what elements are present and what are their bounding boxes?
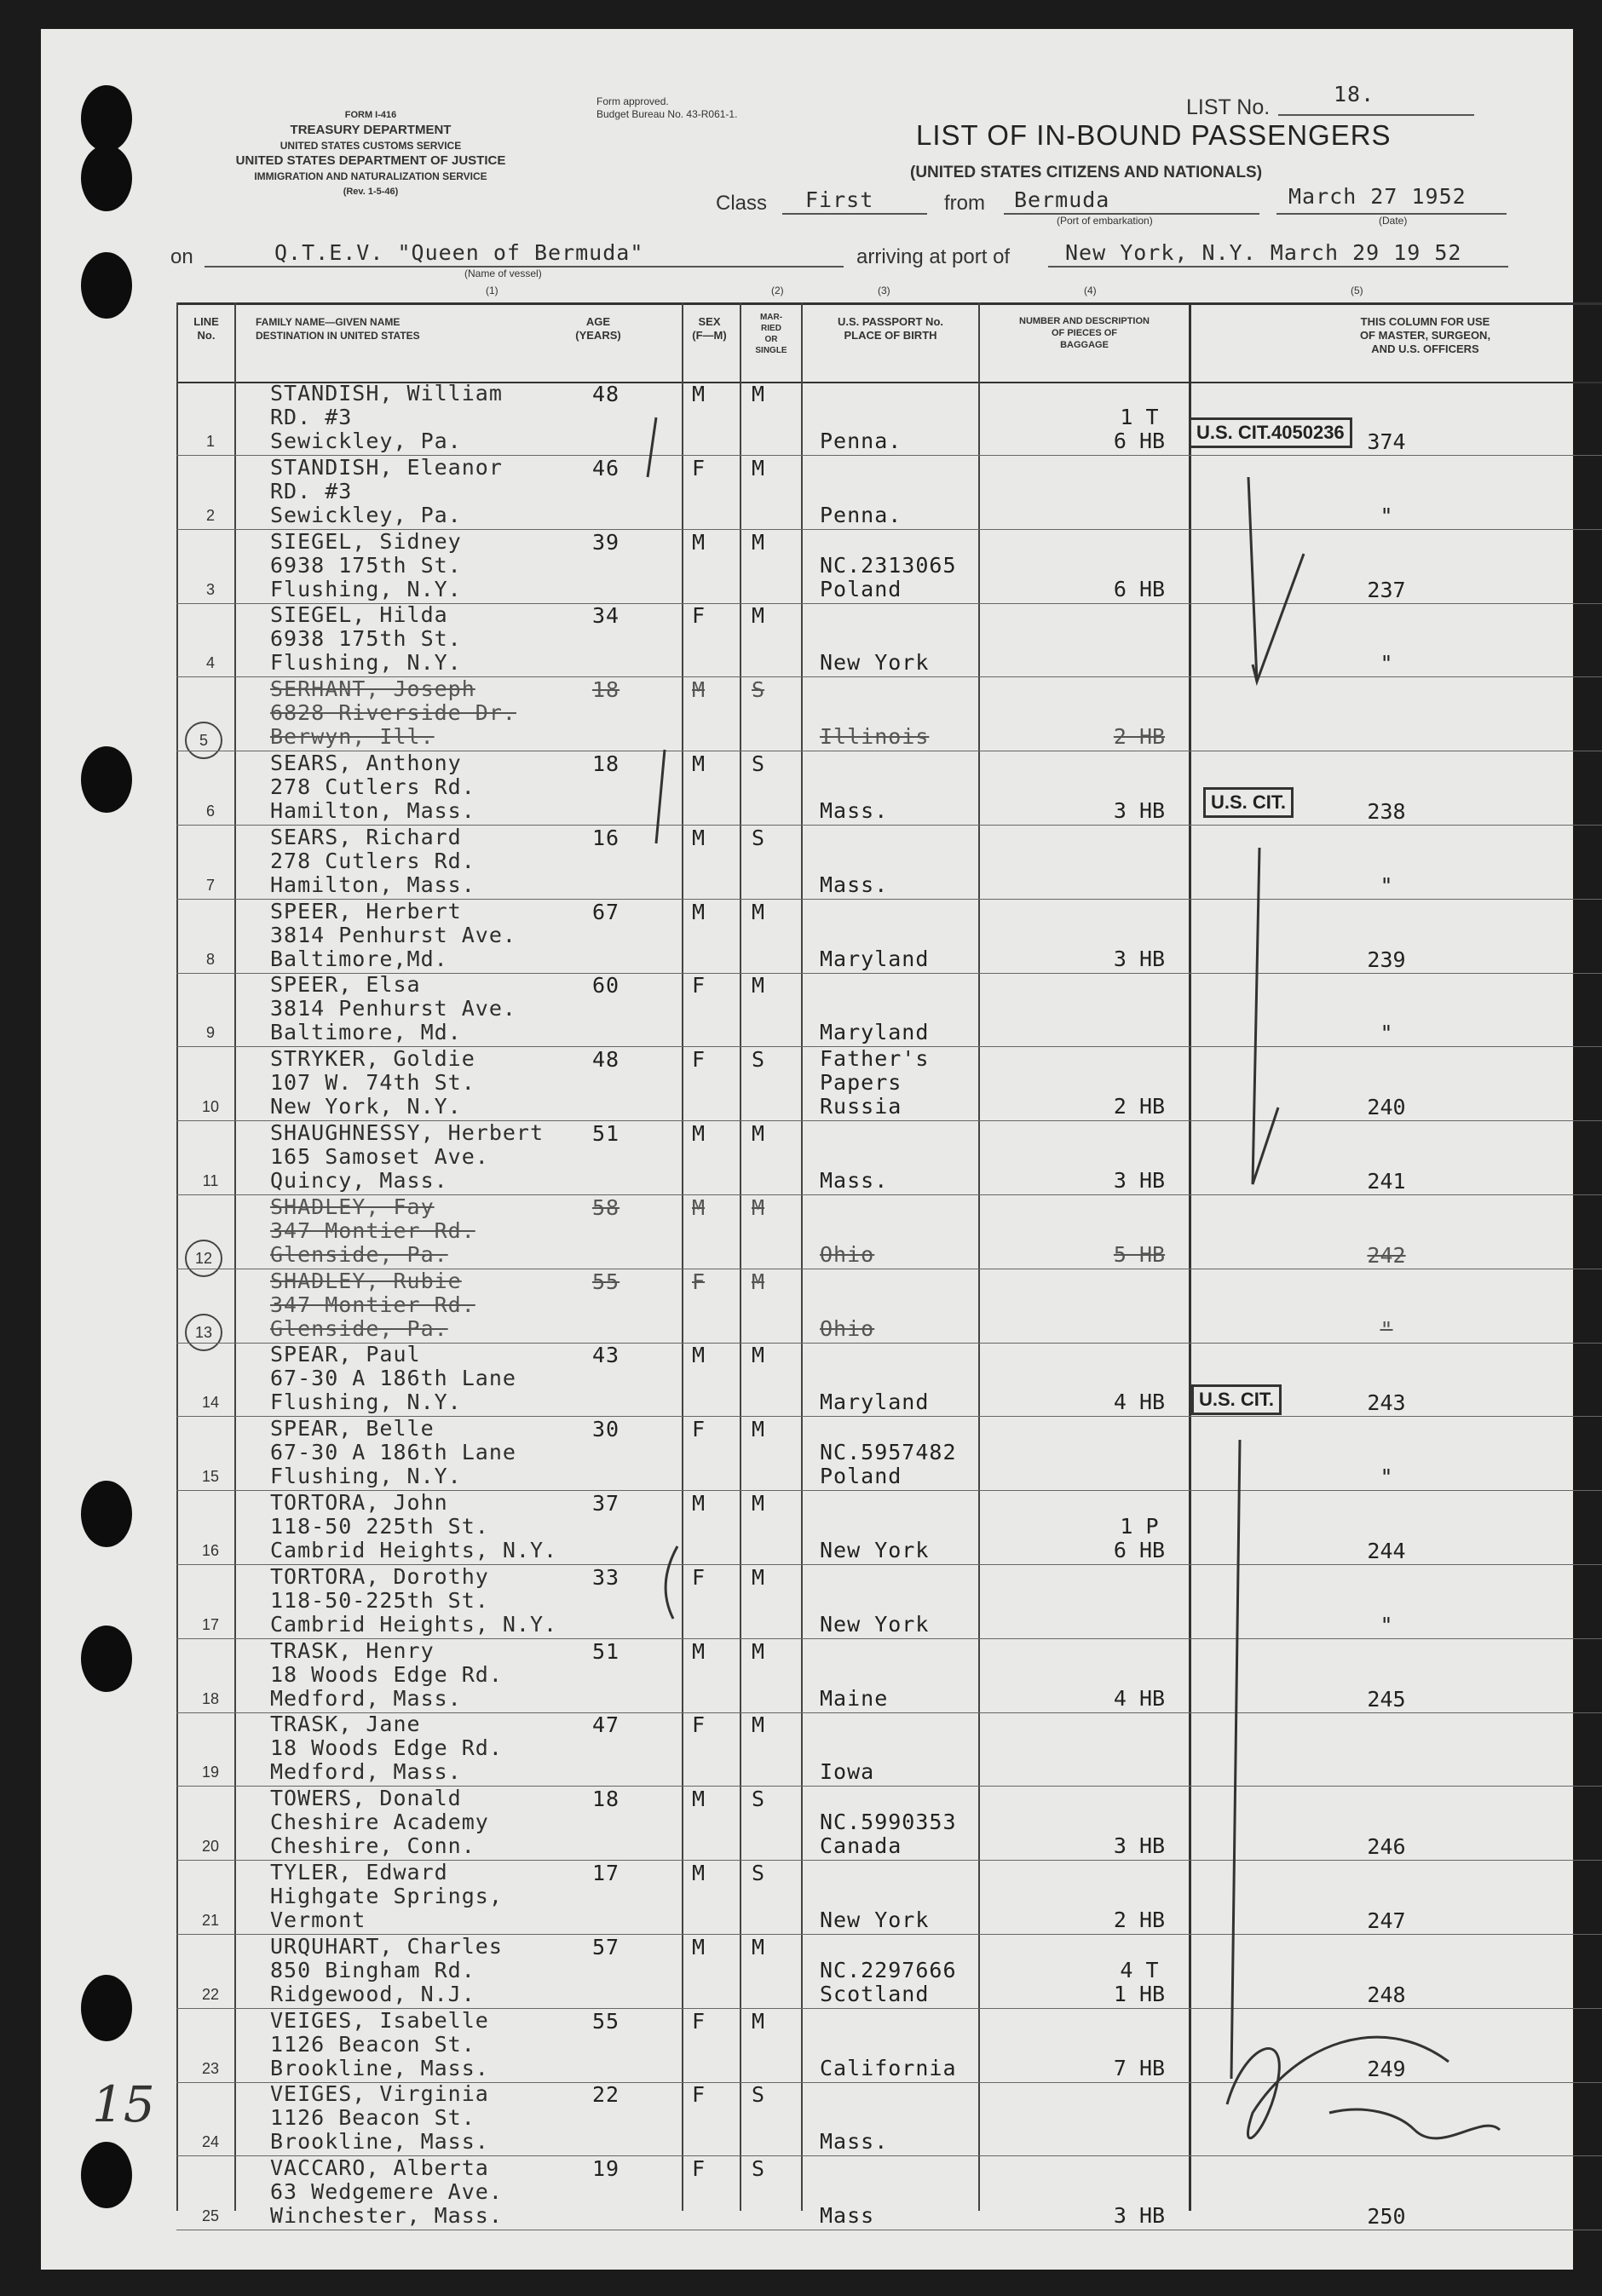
age-cell: 55 bbox=[592, 2008, 620, 2034]
age-cell: 46 bbox=[592, 455, 620, 480]
officer-number-cell: 237 bbox=[1367, 577, 1406, 602]
sex-cell: F bbox=[692, 1047, 706, 1073]
age-cell: 67 bbox=[592, 899, 620, 924]
officer-number-cell: 248 bbox=[1367, 1982, 1406, 2007]
passenger-name-address: STANDISH, William RD. #3 Sewickley, Pa. bbox=[270, 381, 503, 453]
line-number: 17 bbox=[201, 1615, 220, 1633]
age-cell: 18 bbox=[592, 751, 620, 776]
passenger-name-address: VEIGES, Virginia 1126 Beacon St. Brookline, Mass. bbox=[270, 2081, 489, 2155]
passport-birthplace-cell: New York bbox=[820, 650, 930, 676]
marital-cell: M bbox=[752, 973, 765, 998]
baggage-cell: 3 HB bbox=[1113, 798, 1166, 823]
marital-cell: M bbox=[752, 382, 765, 406]
line-number: 7 bbox=[205, 876, 215, 894]
marital-cell: M bbox=[752, 1564, 765, 1590]
arriving-label: arriving at port of bbox=[856, 245, 1011, 268]
revision-date: (Rev. 1-5-46) bbox=[343, 187, 399, 197]
passport-birthplace-cell: Father's Papers Russia bbox=[820, 1046, 930, 1119]
passport-birthplace-cell: Penna. bbox=[820, 502, 902, 527]
baggage-cell: 2 HB bbox=[1113, 1908, 1166, 1932]
marital-cell: M bbox=[752, 1638, 765, 1664]
age-cell: 16 bbox=[592, 825, 620, 850]
sex-cell: F bbox=[692, 2082, 706, 2108]
header-baggage: NUMBER AND DESCRIPTION OF PIECES OF BAGGAGE bbox=[1019, 316, 1150, 350]
line-number: 1 bbox=[205, 433, 215, 450]
passport-birthplace-cell: Penna. bbox=[820, 429, 902, 453]
baggage-cell: 4 HB bbox=[1113, 1685, 1166, 1711]
officer-number-cell: 249 bbox=[1367, 2056, 1406, 2081]
tally-line bbox=[1231, 1440, 1240, 2079]
age-cell: 60 bbox=[592, 973, 620, 998]
officer-number-cell: " bbox=[1380, 503, 1393, 528]
age-cell: 55 bbox=[592, 1269, 620, 1294]
passenger-name-address: TRASK, Henry 18 Woods Edge Rd. Medford, Mass. bbox=[270, 1637, 503, 1711]
line-number: 2 bbox=[205, 506, 215, 524]
line-number: 14 bbox=[201, 1394, 220, 1412]
departure-date: March 27 1952 bbox=[1288, 184, 1467, 209]
marital-cell: S bbox=[752, 1861, 765, 1885]
officer-number-cell: " bbox=[1380, 1464, 1393, 1490]
sex-cell: F bbox=[692, 1269, 706, 1294]
date-caption: (Date) bbox=[1379, 215, 1408, 227]
baggage-cell: 5 HB bbox=[1113, 1241, 1166, 1267]
passenger-name-address: TRASK, Jane 18 Woods Edge Rd. Medford, Mass. bbox=[270, 1712, 503, 1785]
baggage-cell: 2 HB bbox=[1113, 1094, 1166, 1119]
baggage-cell: 3 HB bbox=[1113, 946, 1166, 971]
line-number: 25 bbox=[201, 2207, 220, 2225]
baggage-cell: 3 HB bbox=[1113, 1833, 1166, 1859]
passport-birthplace-cell: NC.5957482 Poland bbox=[820, 1440, 957, 1489]
line-number: 4 bbox=[205, 654, 215, 672]
form-approved-line: Form approved. bbox=[596, 95, 669, 107]
baggage-cell: 3 HB bbox=[1113, 2203, 1166, 2229]
passport-birthplace-cell: Maryland bbox=[820, 1020, 930, 1045]
us-citizen-stamp: U.S. CIT. bbox=[1203, 787, 1294, 818]
justice-dept: UNITED STATES DEPARTMENT OF JUSTICE bbox=[235, 153, 506, 168]
age-cell: 30 bbox=[592, 1417, 620, 1442]
sex-cell: M bbox=[692, 677, 706, 703]
us-citizen-stamp: U.S. CIT. bbox=[1191, 1384, 1282, 1415]
passenger-name-address: VACCARO, Alberta 63 Wedgemere Ave. Winchester, Mass. bbox=[270, 2155, 503, 2229]
marital-cell: S bbox=[752, 2082, 765, 2108]
header-passport: U.S. PASSPORT No. PLACE OF BIRTH bbox=[838, 315, 943, 342]
line-number: 16 bbox=[201, 1542, 220, 1559]
sex-cell: F bbox=[692, 973, 706, 998]
sex-cell: F bbox=[692, 603, 706, 629]
passport-birthplace-cell: New York bbox=[820, 1908, 930, 1932]
baggage-cell: 7 HB bbox=[1113, 2055, 1166, 2080]
column-number: (3) bbox=[878, 285, 890, 296]
line-number: 6 bbox=[205, 803, 215, 820]
class-label: Class bbox=[716, 192, 768, 215]
line-number: 19 bbox=[201, 1764, 220, 1781]
sex-cell: M bbox=[692, 1787, 706, 1812]
marital-cell: S bbox=[752, 1787, 765, 1812]
passenger-name-address: SIEGEL, Sidney 6938 175th St. Flushing, N.Y. bbox=[270, 528, 462, 601]
age-cell: 22 bbox=[592, 2082, 620, 2108]
sex-cell: M bbox=[692, 1861, 706, 1885]
marital-cell: M bbox=[752, 1934, 765, 1959]
column-number: (5) bbox=[1351, 285, 1363, 296]
passenger-name-address: SHADLEY, Fay 347 Montier Rd. Glenside, Pa. bbox=[270, 1194, 475, 1267]
us-citizen-stamp: U.S. CIT.4050236 bbox=[1189, 417, 1352, 448]
marital-cell: S bbox=[752, 1047, 765, 1073]
sex-cell: F bbox=[692, 2156, 706, 2182]
header-line-no: LINE No. bbox=[193, 315, 219, 342]
age-cell: 19 bbox=[592, 2156, 620, 2182]
baggage-cell: 6 HB bbox=[1113, 576, 1166, 601]
line-number: 12 bbox=[185, 1240, 222, 1277]
officer-number-cell: 247 bbox=[1367, 1908, 1406, 1933]
marital-cell: M bbox=[752, 1269, 765, 1294]
header-age: AGE (YEARS) bbox=[575, 315, 621, 342]
line-number: 24 bbox=[201, 2133, 220, 2151]
line-number: 5 bbox=[185, 722, 222, 759]
passport-birthplace-cell: Mass bbox=[820, 2203, 875, 2229]
sex-cell: F bbox=[692, 1564, 706, 1590]
age-cell: 34 bbox=[592, 603, 620, 629]
line-number: 18 bbox=[201, 1689, 220, 1707]
passenger-name-address: SPEER, Herbert 3814 Penhurst Ave. Baltimore,Md. bbox=[270, 898, 516, 971]
officer-number-cell: " bbox=[1380, 1021, 1393, 1046]
baggage-cell: 1 P 6 HB bbox=[1113, 1514, 1166, 1562]
passenger-name-address: SPEER, Elsa 3814 Penhurst Ave. Baltimore, Md. bbox=[270, 972, 516, 1045]
marital-cell: M bbox=[752, 1194, 765, 1220]
marital-cell: M bbox=[752, 603, 765, 629]
column-number: (4) bbox=[1084, 285, 1097, 296]
age-cell: 43 bbox=[592, 1343, 620, 1368]
embarkation-port: Bermuda bbox=[1014, 187, 1110, 212]
on-label: on bbox=[170, 245, 193, 268]
passenger-name-address: SEARS, Richard 278 Cutlers Rd. Hamilton, Mass. bbox=[270, 824, 475, 897]
passport-birthplace-cell: NC.2297666 Scotland bbox=[820, 1957, 957, 2006]
line-number: 20 bbox=[201, 1838, 220, 1856]
marital-cell: M bbox=[752, 1712, 765, 1738]
sex-cell: F bbox=[692, 1417, 706, 1442]
officer-number-cell: 244 bbox=[1367, 1539, 1406, 1563]
passport-birthplace-cell: NC.5990353 Canada bbox=[820, 1810, 957, 1859]
sex-cell: M bbox=[692, 382, 706, 406]
officer-number-cell: 250 bbox=[1367, 2204, 1406, 2230]
age-cell: 51 bbox=[592, 1121, 620, 1146]
officer-number-cell: 240 bbox=[1367, 1095, 1406, 1120]
marital-cell: M bbox=[752, 455, 765, 480]
officer-number-cell: 241 bbox=[1367, 1169, 1406, 1194]
marital-cell: M bbox=[752, 899, 765, 924]
arrival-port-date: New York, N.Y. March 29 19 52 bbox=[1065, 240, 1462, 265]
baggage-cell: 4 HB bbox=[1113, 1390, 1166, 1415]
officer-number-cell: " bbox=[1380, 872, 1393, 898]
baggage-cell: 3 HB bbox=[1113, 1168, 1166, 1193]
line-number: 8 bbox=[205, 950, 215, 968]
marital-cell: M bbox=[752, 529, 765, 555]
baggage-cell: 4 T 1 HB bbox=[1113, 1957, 1166, 2006]
sex-cell: M bbox=[692, 1121, 706, 1146]
list-number-label: LIST No. bbox=[1186, 95, 1271, 119]
line-number: 21 bbox=[201, 1912, 220, 1929]
passenger-name-address: SEARS, Anthony 278 Cutlers Rd. Hamilton, Mass. bbox=[270, 751, 475, 823]
signature-initials bbox=[1329, 2109, 1500, 2138]
officer-number-cell: " bbox=[1380, 651, 1393, 676]
header-sex: SEX (F—M) bbox=[692, 315, 727, 342]
marital-cell: M bbox=[752, 1121, 765, 1146]
header-married: MAR- RIED OR SINGLE bbox=[755, 313, 787, 355]
passport-birthplace-cell: New York bbox=[820, 1611, 930, 1637]
passenger-name-address: TORTORA, Dorothy 118-50-225th St. Cambrid Heights, N.Y. bbox=[270, 1563, 558, 1637]
marital-cell: M bbox=[752, 1417, 765, 1442]
officer-number-cell: 245 bbox=[1367, 1686, 1406, 1712]
line-number: 11 bbox=[202, 1172, 219, 1189]
header-officers: THIS COLUMN FOR USE OF MASTER, SURGEON, AND U.S. OFFICERS bbox=[1359, 315, 1491, 355]
sex-cell: M bbox=[692, 899, 706, 924]
page-subtitle: (UNITED STATES CITIZENS AND NATIONALS) bbox=[910, 164, 1263, 181]
passport-birthplace-cell: Maryland bbox=[820, 1390, 930, 1415]
from-label: from bbox=[944, 192, 985, 215]
passenger-name-address: URQUHART, Charles 850 Bingham Rd. Ridgewood, N.J. bbox=[270, 1933, 503, 2006]
marital-cell: S bbox=[752, 825, 765, 850]
passenger-name-address: VEIGES, Isabelle 1126 Beacon St. Brookline, Mass. bbox=[270, 2007, 489, 2080]
passport-birthplace-cell: Illinois bbox=[820, 724, 930, 750]
passport-birthplace-cell: Ohio bbox=[820, 1315, 875, 1341]
passport-birthplace-cell: Maryland bbox=[820, 946, 930, 971]
line-number: 22 bbox=[201, 1985, 220, 2003]
tick bbox=[666, 1546, 677, 1619]
age-cell: 39 bbox=[592, 529, 620, 555]
treasury-dept: TREASURY DEPARTMENT bbox=[290, 123, 452, 137]
marital-cell: M bbox=[752, 1343, 765, 1368]
officer-number-cell: 246 bbox=[1367, 1834, 1406, 1860]
baggage-cell: 1 T 6 HB bbox=[1113, 405, 1166, 453]
passport-birthplace-cell: Maine bbox=[820, 1685, 889, 1711]
officer-number-cell: " bbox=[1380, 1612, 1393, 1637]
embarkation-caption: (Port of embarkation) bbox=[1057, 215, 1153, 227]
tick bbox=[648, 417, 656, 477]
passenger-name-address: TOWERS, Donald Cheshire Academy Cheshire, Conn. bbox=[270, 1786, 489, 1859]
line-number: 23 bbox=[201, 2059, 220, 2077]
marital-cell: S bbox=[752, 2156, 765, 2182]
check-mark bbox=[1253, 554, 1304, 682]
age-cell: 57 bbox=[592, 1934, 620, 1959]
officer-number-cell: 238 bbox=[1367, 799, 1406, 824]
sex-cell: M bbox=[692, 751, 706, 776]
page-title: LIST OF IN-BOUND PASSENGERS bbox=[916, 119, 1392, 151]
age-cell: 18 bbox=[592, 677, 620, 703]
sex-cell: F bbox=[692, 455, 706, 480]
passenger-name-address: STANDISH, Eleanor RD. #3 Sewickley, Pa. bbox=[270, 454, 503, 527]
age-cell: 33 bbox=[592, 1564, 620, 1590]
marital-cell: M bbox=[752, 1491, 765, 1516]
line-number: 10 bbox=[201, 1098, 220, 1116]
passenger-name-address: SHADLEY, Rubie 347 Montier Rd. Glenside, Pa. bbox=[270, 1268, 475, 1341]
passenger-name-address: SPEAR, Paul 67-30 A 186th Lane Flushing, N.Y. bbox=[270, 1342, 516, 1415]
marital-cell: S bbox=[752, 751, 765, 776]
line-number: 9 bbox=[205, 1024, 215, 1042]
sex-cell: M bbox=[692, 529, 706, 555]
passport-birthplace-cell: Mass. bbox=[820, 798, 889, 823]
officer-number-cell: 243 bbox=[1367, 1390, 1406, 1416]
age-cell: 47 bbox=[592, 1712, 620, 1738]
passport-birthplace-cell: California bbox=[820, 2055, 957, 2080]
column-number: (1) bbox=[486, 285, 498, 296]
age-cell: 51 bbox=[592, 1638, 620, 1664]
marital-cell: M bbox=[752, 2008, 765, 2034]
passenger-name-address: SERHANT, Joseph 6828 Riverside Dr. Berwyn, Ill. bbox=[270, 676, 516, 750]
passenger-name-address: SHAUGHNESSY, Herbert 165 Samoset Ave. Quincy, Mass. bbox=[270, 1120, 545, 1193]
age-cell: 48 bbox=[592, 1047, 620, 1073]
passport-birthplace-cell: Mass. bbox=[820, 1168, 889, 1193]
age-cell: 17 bbox=[592, 1861, 620, 1885]
line-number: 15 bbox=[201, 1468, 220, 1486]
sex-cell: M bbox=[692, 825, 706, 850]
check-mark bbox=[1253, 848, 1278, 1184]
age-cell: 18 bbox=[592, 1787, 620, 1812]
budget-bureau-line: Budget Bureau No. 43-R061-1. bbox=[596, 108, 738, 120]
class-value: First bbox=[805, 187, 874, 212]
officer-number-cell: 242 bbox=[1367, 1242, 1406, 1268]
passport-birthplace-cell: Ohio bbox=[820, 1241, 875, 1267]
customs-service: UNITED STATES CUSTOMS SERVICE bbox=[279, 140, 462, 152]
line-number: 3 bbox=[205, 580, 215, 598]
list-number: 18. bbox=[1334, 82, 1375, 106]
passport-birthplace-cell: Iowa bbox=[820, 1759, 875, 1785]
tick bbox=[656, 750, 665, 843]
sex-cell: F bbox=[692, 2008, 706, 2034]
form-number: FORM I-416 bbox=[344, 110, 397, 120]
line-number: 13 bbox=[185, 1314, 222, 1351]
passenger-name-address: TORTORA, John 118-50 225th St. Cambrid Heights, N.Y. bbox=[270, 1490, 558, 1562]
age-cell: 58 bbox=[592, 1194, 620, 1220]
sex-cell: M bbox=[692, 1343, 706, 1368]
inspector-signature bbox=[1227, 2037, 1449, 2138]
age-cell: 37 bbox=[592, 1491, 620, 1516]
passenger-name-address: SPEAR, Belle 67-30 A 186th Lane Flushing, N.Y. bbox=[270, 1416, 516, 1489]
officer-number-cell: " bbox=[1380, 1316, 1393, 1342]
column-number: (2) bbox=[771, 285, 784, 296]
vessel-caption: (Name of vessel) bbox=[464, 268, 542, 279]
sex-cell: M bbox=[692, 1934, 706, 1959]
age-cell: 48 bbox=[592, 382, 620, 406]
baggage-cell: 2 HB bbox=[1113, 724, 1166, 750]
passport-birthplace-cell: Mass. bbox=[820, 2129, 889, 2155]
officer-number-cell: 239 bbox=[1367, 947, 1406, 972]
passport-birthplace-cell: Mass. bbox=[820, 872, 889, 897]
header-name: FAMILY NAME—GIVEN NAME DESTINATION IN UNITED STATES bbox=[256, 316, 420, 342]
check-stroke bbox=[1248, 477, 1257, 682]
margin-handwritten-note: 15 bbox=[92, 2075, 155, 2133]
officer-number-cell: 374 bbox=[1367, 429, 1406, 454]
passenger-name-address: SIEGEL, Hilda 6938 175th St. Flushing, N.Y. bbox=[270, 602, 462, 676]
ins-service: IMMIGRATION AND NATURALIZATION SERVICE bbox=[254, 170, 487, 182]
sex-cell: M bbox=[692, 1638, 706, 1664]
sex-cell: F bbox=[692, 1712, 706, 1738]
sex-cell: M bbox=[692, 1194, 706, 1220]
passenger-name-address: TYLER, Edward Highgate Springs, Vermont bbox=[270, 1860, 503, 1932]
sex-cell: M bbox=[692, 1491, 706, 1516]
marital-cell: S bbox=[752, 677, 765, 703]
passport-birthplace-cell: New York bbox=[820, 1538, 930, 1562]
passenger-name-address: STRYKER, Goldie 107 W. 74th St. New York, N.Y. bbox=[270, 1046, 475, 1119]
passport-birthplace-cell: NC.2313065 Poland bbox=[820, 552, 957, 601]
vessel-name: Q.T.E.V. "Queen of Bermuda" bbox=[274, 240, 644, 265]
